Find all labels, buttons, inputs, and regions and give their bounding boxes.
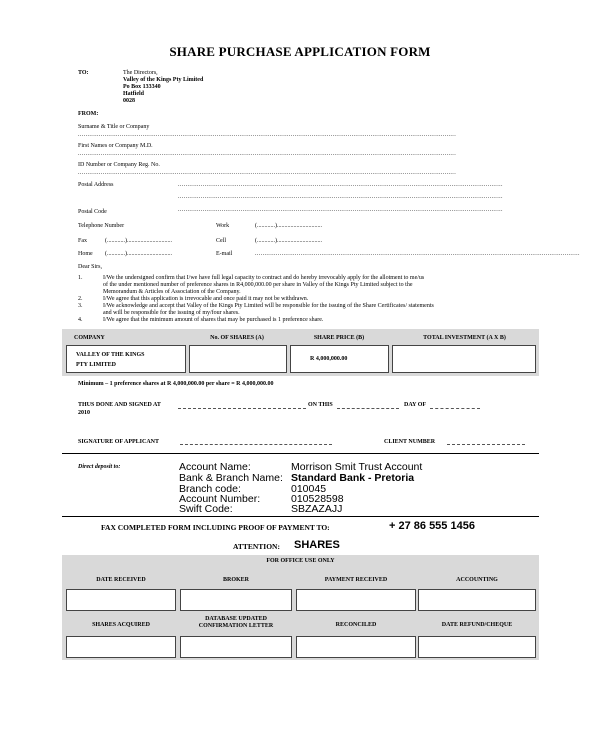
term-num-2: 2. <box>78 296 83 302</box>
share-header-price: SHARE PRICE (B) <box>313 335 365 341</box>
term-num-1: 1. <box>78 275 83 281</box>
office-header-database-updated: DATABASE UPDATED CONFIRMATION LETTER <box>198 616 274 629</box>
divider <box>62 516 539 517</box>
signed-at-field[interactable] <box>178 408 306 409</box>
minimum-note: Minimum – 1 preference shares at R 4,000,000.00 per share = R 4,000,000.00 <box>78 381 274 387</box>
accounting-cell[interactable] <box>418 589 536 611</box>
signature-field[interactable] <box>180 444 332 445</box>
bank-branch-label: Bank & Branch Name: <box>179 472 283 484</box>
branch-code-value: 010045 <box>291 483 327 495</box>
id-number-label: ID Number or Company Reg. No. <box>78 162 160 168</box>
done-signed-label: THUS DONE AND SIGNED AT <box>78 402 161 408</box>
branch-code-label: Branch code: <box>179 483 241 495</box>
term-num-4: 4. <box>78 317 83 323</box>
home-label: Home <box>78 251 93 257</box>
email-field[interactable]: ........................................................................................................................................................................... <box>255 251 580 257</box>
to-line-4: Hatfield <box>123 91 144 97</box>
term-num-3: 3. <box>78 303 83 309</box>
date-received-cell[interactable] <box>66 589 176 611</box>
share-header-total: TOTAL INVESTMENT (A X B) <box>423 335 506 341</box>
share-cell-company <box>66 345 186 373</box>
to-line-1: The Directors, <box>123 70 158 76</box>
client-number-label: CLIENT NUMBER <box>384 439 436 445</box>
office-header-broker: BROKER <box>222 577 249 583</box>
home-field[interactable]: (............).............................. <box>105 251 172 257</box>
month-field[interactable] <box>430 408 480 409</box>
database-updated-cell[interactable] <box>180 636 292 658</box>
share-header-company: COMPANY <box>74 335 105 341</box>
postal-address-field-2[interactable]: ........................................................................................................................................................................... <box>178 194 503 200</box>
account-name-label: Account Name: <box>179 461 251 473</box>
office-use-title: FOR OFFICE USE ONLY <box>266 558 335 564</box>
cell-field[interactable]: (............).............................. <box>255 238 322 244</box>
office-header-date-refund: DATE REFUND/CHEQUE <box>441 622 513 628</box>
term-line: I/We agree that the minimum amount of shares that may be purchased is 1 preference share. <box>103 317 324 323</box>
day-field[interactable] <box>337 408 399 409</box>
surname-field[interactable]: ....................................................................................................................................................................................................... <box>78 132 457 138</box>
fax-label: Fax <box>78 238 87 244</box>
company-name-line-1: VALLEY OF THE KINGS <box>76 352 145 358</box>
salutation: Dear Sirs, <box>78 264 102 270</box>
signature-label: SIGNATURE OF APPLICANT <box>78 439 160 445</box>
day-of-label: DAY OF <box>404 402 427 408</box>
term-line: I/We the undersigned confirm that I/we have full legal capacity to contract and do hereby irrevocably apply for the allotment to me/us <box>103 275 425 281</box>
work-field[interactable]: (............).............................. <box>255 223 322 229</box>
office-header-date-received: DATE RECEIVED <box>96 577 146 583</box>
to-line-2: Valley of the Kings Pty Limited <box>123 77 204 83</box>
id-number-field[interactable]: ....................................................................................................................................................................................................... <box>78 170 457 176</box>
payment-received-cell[interactable] <box>296 589 416 611</box>
attention-value: SHARES <box>294 539 340 551</box>
telephone-label: Telephone Number <box>78 223 125 229</box>
swift-code-value: SBZAZAJJ <box>291 503 343 515</box>
term-line: Memorandum & Articles of Association of the Company. <box>103 289 241 295</box>
broker-cell[interactable] <box>180 589 292 611</box>
from-label: FROM: <box>78 111 99 117</box>
email-label: E-mail <box>216 251 233 257</box>
term-line: I/We agree that this application is irrevocable and once paid it may not be withdrawn. <box>103 296 309 302</box>
office-header-shares-acquired: SHARES ACQUIRED <box>92 622 150 628</box>
on-this-label: ON THIS <box>308 402 333 408</box>
client-number-field[interactable] <box>447 444 525 445</box>
swift-code-label: Swift Code: <box>179 503 233 515</box>
deposit-label: Direct deposit to: <box>78 464 121 470</box>
account-number-label: Account Number: <box>179 493 261 505</box>
company-name-line-2: PTY LIMITED <box>76 362 116 368</box>
account-number-value: 010528598 <box>291 493 344 505</box>
office-header-reconciled: RECONCILED <box>335 622 377 628</box>
divider <box>62 453 539 454</box>
office-header-payment-received: PAYMENT RECEIVED <box>324 577 388 583</box>
share-cell-total[interactable] <box>392 345 536 373</box>
attention-label: ATTENTION: <box>233 542 280 551</box>
year-label: 2010 <box>78 410 90 416</box>
account-name-value: Morrison Smit Trust Account <box>291 461 423 473</box>
share-price-value: R 4,000,000.00 <box>310 356 348 362</box>
form-title: SHARE PURCHASE APPLICATION FORM <box>169 44 431 59</box>
fax-number: + 27 86 555 1456 <box>389 520 475 532</box>
shares-acquired-cell[interactable] <box>66 636 176 658</box>
first-names-field[interactable]: ....................................................................................................................................................................................................... <box>78 151 457 157</box>
to-line-5: 0028 <box>123 98 135 104</box>
postal-code-label: Postal Code <box>78 209 107 215</box>
share-cell-number[interactable] <box>189 345 287 373</box>
first-names-label: First Names or Company M.D. <box>78 143 153 149</box>
work-label: Work <box>216 223 230 229</box>
term-line: and will be responsible for the issuing of my/four shares. <box>103 310 240 316</box>
office-header-accounting: ACCOUNTING <box>456 577 498 583</box>
postal-code-field[interactable]: ........................................................................................................................................................................... <box>178 207 503 213</box>
term-line: I/We acknowledge and accept that Valley of the Kings Pty Limited will be responsible for the issuing of the Share Certificates/ statements <box>103 303 434 309</box>
fax-instruction: FAX COMPLETED FORM INCLUDING PROOF OF PAYMENT TO: <box>101 523 330 532</box>
cell-label: Cell <box>216 238 226 244</box>
date-refund-cell[interactable] <box>418 636 536 658</box>
postal-address-field-1[interactable]: ........................................................................................................................................................................... <box>178 182 503 188</box>
reconciled-cell[interactable] <box>296 636 416 658</box>
term-line: of the under mentioned number of preference shares in R4,000,000.00 per share in Valley of the Kings Pty Limited subject to the <box>103 282 413 288</box>
fax-field[interactable]: (............).............................. <box>105 238 172 244</box>
to-label: TO: <box>78 70 89 76</box>
share-header-number: No. OF SHARES (A) <box>210 335 264 341</box>
postal-address-label: Postal Address <box>78 182 114 188</box>
to-line-3: Po Box 133340 <box>123 84 161 90</box>
bank-branch-value: Standard Bank - Pretoria <box>291 472 415 484</box>
surname-label: Surname & Title or Company <box>78 124 150 130</box>
